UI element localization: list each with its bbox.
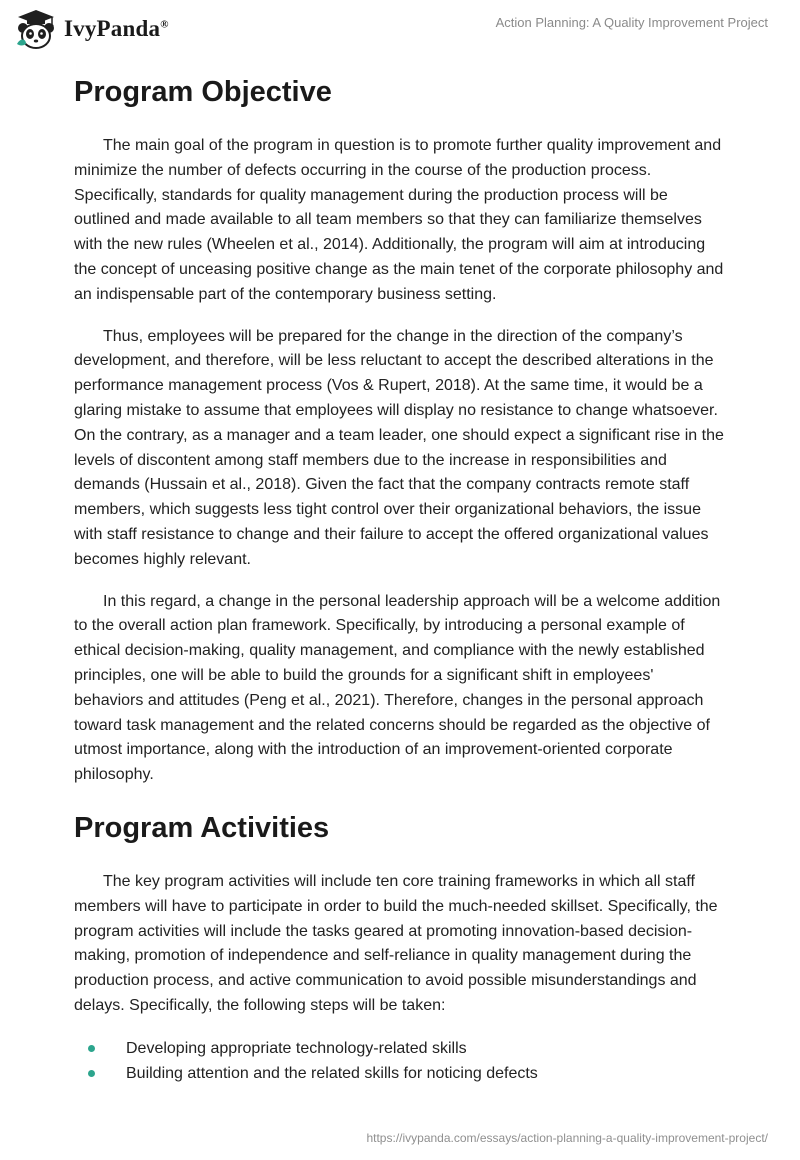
registered-mark: ® <box>160 18 169 31</box>
list-item-text: Building attention and the related skills for noticing defects <box>126 1064 538 1082</box>
section-heading-activities: Program Activities <box>74 811 330 844</box>
page-header <box>0 0 800 60</box>
brand-text: IvyPanda <box>64 16 161 41</box>
section-heading-objective: Program Objective <box>74 76 332 108</box>
bullet-dot-icon <box>88 1045 95 1052</box>
paragraph: Thus, employees will be prepared for the change in the direction of the company’s development, and therefore, will be less reluctant to accept the described alterations in the performance management process (Vos & Rupert, 2018). At the same time, it would be a glaring mistake to assume that employees will display no resistance to change whatsoever. On the contrary, as a manager and a team leader, one should expect a significant rise in the levels of discontent among staff members due to the increase in responsibilities and demands (Hussain et al., 2018). Given the fact that the company contracts remote staff members, which suggests less tight control over their organizational behaviors, the issue with staff resistance to change and their failure to accept the offered organizational values becomes highly relevant. <box>74 327 724 568</box>
source-url[interactable]: https://ivypanda.com/essays/action-planning-a-quality-improvement-project/ <box>366 1131 768 1145</box>
paragraph: The main goal of the program in question is to promote further quality improvement and minimize the number of defects occurring in the course of the production process. Specifically, standards for quality management during the production process will be outlined and made available to all team members so that they can familiarize themselves with the new rules (Wheelen et al., 2014). Additionally, the program will aim at introducing the concept of unceasing positive change as the main tenet of the corporate philosophy and an indispensable part of the contemporary business setting. <box>74 137 724 303</box>
paragraph: The key program activities will include ten core training frameworks in which all staff members will have to participate in order to build the much-needed skillset. Specifically, the program activities will include the tasks geared at promoting innovation-based decision-making, promotion of independence and self-reliance in quality management during the production process, and active communication to avoid possible misunderstandings and delays. Specifically, the following steps will be taken: <box>74 872 718 1014</box>
panda-logo-icon <box>14 8 58 50</box>
document-title: Action Planning: A Quality Improvement Project <box>495 15 768 30</box>
brand-name <box>64 16 169 42</box>
list-item-text: Developing appropriate technology-related skills <box>126 1039 467 1057</box>
bullet-dot-icon <box>88 1070 95 1077</box>
list-item <box>74 1036 724 1061</box>
essay-content <box>74 72 724 1086</box>
ivypanda-logo[interactable] <box>14 8 169 50</box>
paragraph: In this regard, a change in the personal leadership approach will be a welcome addition to the overall action plan framework. Specifically, by introducing a personal example of ethical decision-making, quality management, and compliance with the newly established principles, one will be able to build the grounds for a significant shift in employees' behaviors and attitudes (Peng et al., 2021). Therefore, changes in the personal approach toward task management and the related concerns should be regarded as the objective of utmost importance, along with the introduction of an improvement-oriented corporate philosophy. <box>74 592 721 784</box>
steps-list <box>74 1036 724 1086</box>
list-item <box>74 1061 724 1086</box>
